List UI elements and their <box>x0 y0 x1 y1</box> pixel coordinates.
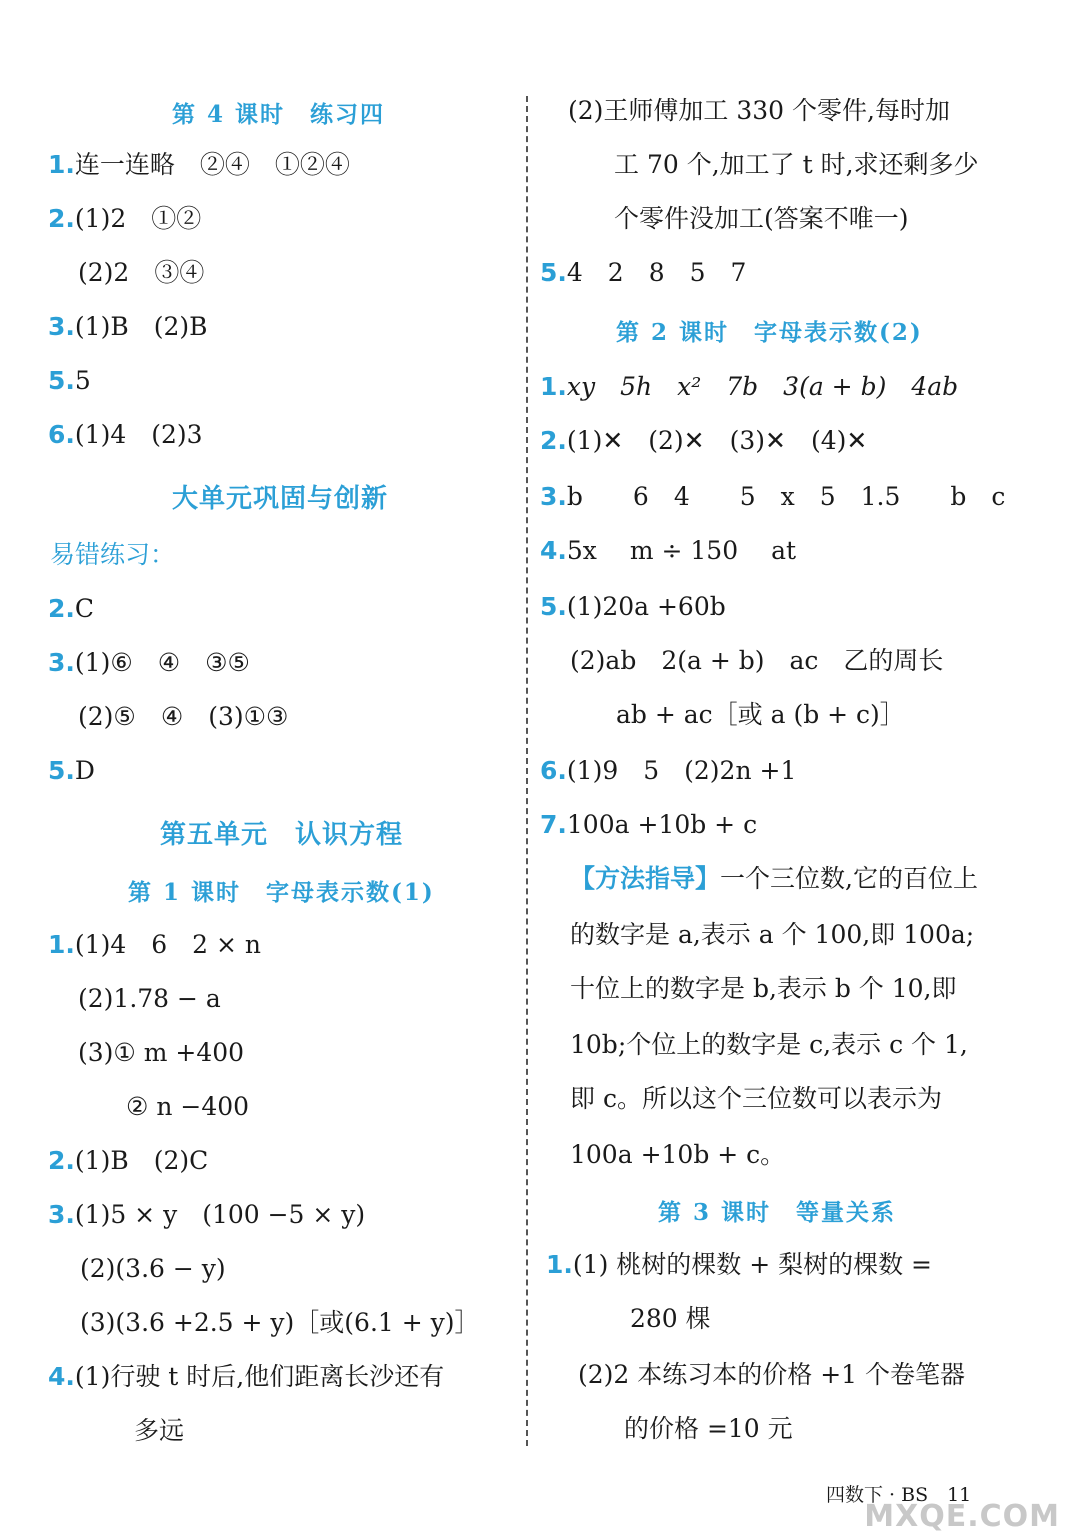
answer-line: (2)王师傅加工 330 个零件,每时加 <box>568 96 950 125</box>
answer-line: 280 棵 <box>630 1304 711 1333</box>
answer-line: 6.(1)4 (2)3 <box>48 420 203 449</box>
unit5-heading: 第五单元 认识方程 <box>160 820 404 850</box>
answer-line: 3.b 6 4 5 x 5 1.5 b c <box>540 482 1006 511</box>
answer-line: 7.100a +10b + c <box>540 810 758 839</box>
answer-line: (2)(3.6 − y) <box>80 1254 226 1283</box>
method-tip-line: 10b;个位上的数字是 c,表示 c 个 1, <box>570 1030 968 1059</box>
answer-line: ② n −400 <box>126 1092 250 1121</box>
method-tip-label: 【方法指导】 <box>570 864 721 893</box>
watermark-logo: MXQE.COM <box>864 1499 1060 1534</box>
answer-line: (3)(3.6 +2.5 + y)［或(6.1 + y)］ <box>80 1308 480 1337</box>
error-practice-label: 易错练习： <box>50 540 176 569</box>
lesson1-heading: 第 1 课时 字母表示数(1) <box>128 879 435 906</box>
column-divider <box>526 96 528 1446</box>
answer-line: 5.(1)20a +60b <box>540 592 726 621</box>
method-tip-line: 的数字是 a,表示 a 个 100,即 100a; <box>570 920 975 949</box>
page-footer: 四数下 · BS 11 <box>826 1484 972 1506</box>
answer-line: 1.xy 5h x² 7b 3(a + b) 4ab <box>540 372 959 401</box>
answer-line: 1.连一连略 ②④ ①②④ <box>48 150 350 179</box>
lesson2-heading: 第 2 课时 字母表示数(2) <box>616 319 923 346</box>
answer-line: (2)2 本练习本的价格 +1 个卷笔器 <box>578 1360 966 1389</box>
answer-line: 3.(1)B (2)B <box>48 312 208 341</box>
answer-line: 2.(1)B (2)C <box>48 1146 209 1175</box>
answer-line: ab + ac［或 a (b + c)］ <box>616 700 905 729</box>
answer-line: 工 70 个,加工了 t 时,求还剩多少 <box>614 150 979 179</box>
method-tip-line: 即 c。所以这个三位数可以表示为 <box>570 1084 942 1113</box>
answer-line: 4.5x m ÷ 150 at <box>540 536 797 565</box>
answer-line: 6.(1)9 5 (2)2n +1 <box>540 756 797 785</box>
answer-line: (2)ab 2(a + b) ac 乙的周长 <box>570 646 944 675</box>
answer-line: 2.C <box>48 594 95 623</box>
lesson4-heading: 第 4 课时 练习四 <box>172 101 386 128</box>
lesson3-heading: 第 3 课时 等量关系 <box>658 1199 897 1226</box>
answer-line: 5.D <box>48 756 95 785</box>
answer-line: (3)① m +400 <box>78 1038 245 1067</box>
answer-line: 2.(1)2 ①② <box>48 204 202 233</box>
big-unit-heading: 大单元巩固与创新 <box>172 484 389 514</box>
answer-line: (2)1.78 − a <box>78 984 221 1013</box>
answer-line: (2)2 ③④ <box>78 258 205 287</box>
answer-line: 多远 <box>134 1416 185 1445</box>
answer-line: 4.(1)行驶 t 时后,他们距离长沙还有 <box>48 1362 445 1391</box>
method-tip-line: 【方法指导】一个三位数,它的百位上 <box>570 864 978 893</box>
method-tip-line: 十位上的数字是 b,表示 b 个 10,即 <box>570 974 957 1003</box>
answer-line: 1.(1)4 6 2 × n <box>48 930 261 959</box>
answer-line: 5.4 2 8 5 7 <box>540 258 747 287</box>
answer-line: 1.(1) 桃树的棵数 + 梨树的棵数 = <box>546 1250 933 1279</box>
answer-line: 5.5 <box>48 366 91 395</box>
method-tip-line: 100a +10b + c。 <box>570 1140 786 1169</box>
answer-line: 的价格 =10 元 <box>624 1414 793 1443</box>
answer-line: 3.(1)⑥ ④ ③⑤ <box>48 648 250 677</box>
answer-line: 3.(1)5 × y (100 −5 × y) <box>48 1200 366 1229</box>
answer-line: (2)⑤ ④ (3)①③ <box>78 702 289 731</box>
answer-line: 个零件没加工(答案不唯一) <box>614 204 909 233</box>
answer-line: 2.(1)✕ (2)✕ (3)✕ (4)✕ <box>540 426 868 455</box>
